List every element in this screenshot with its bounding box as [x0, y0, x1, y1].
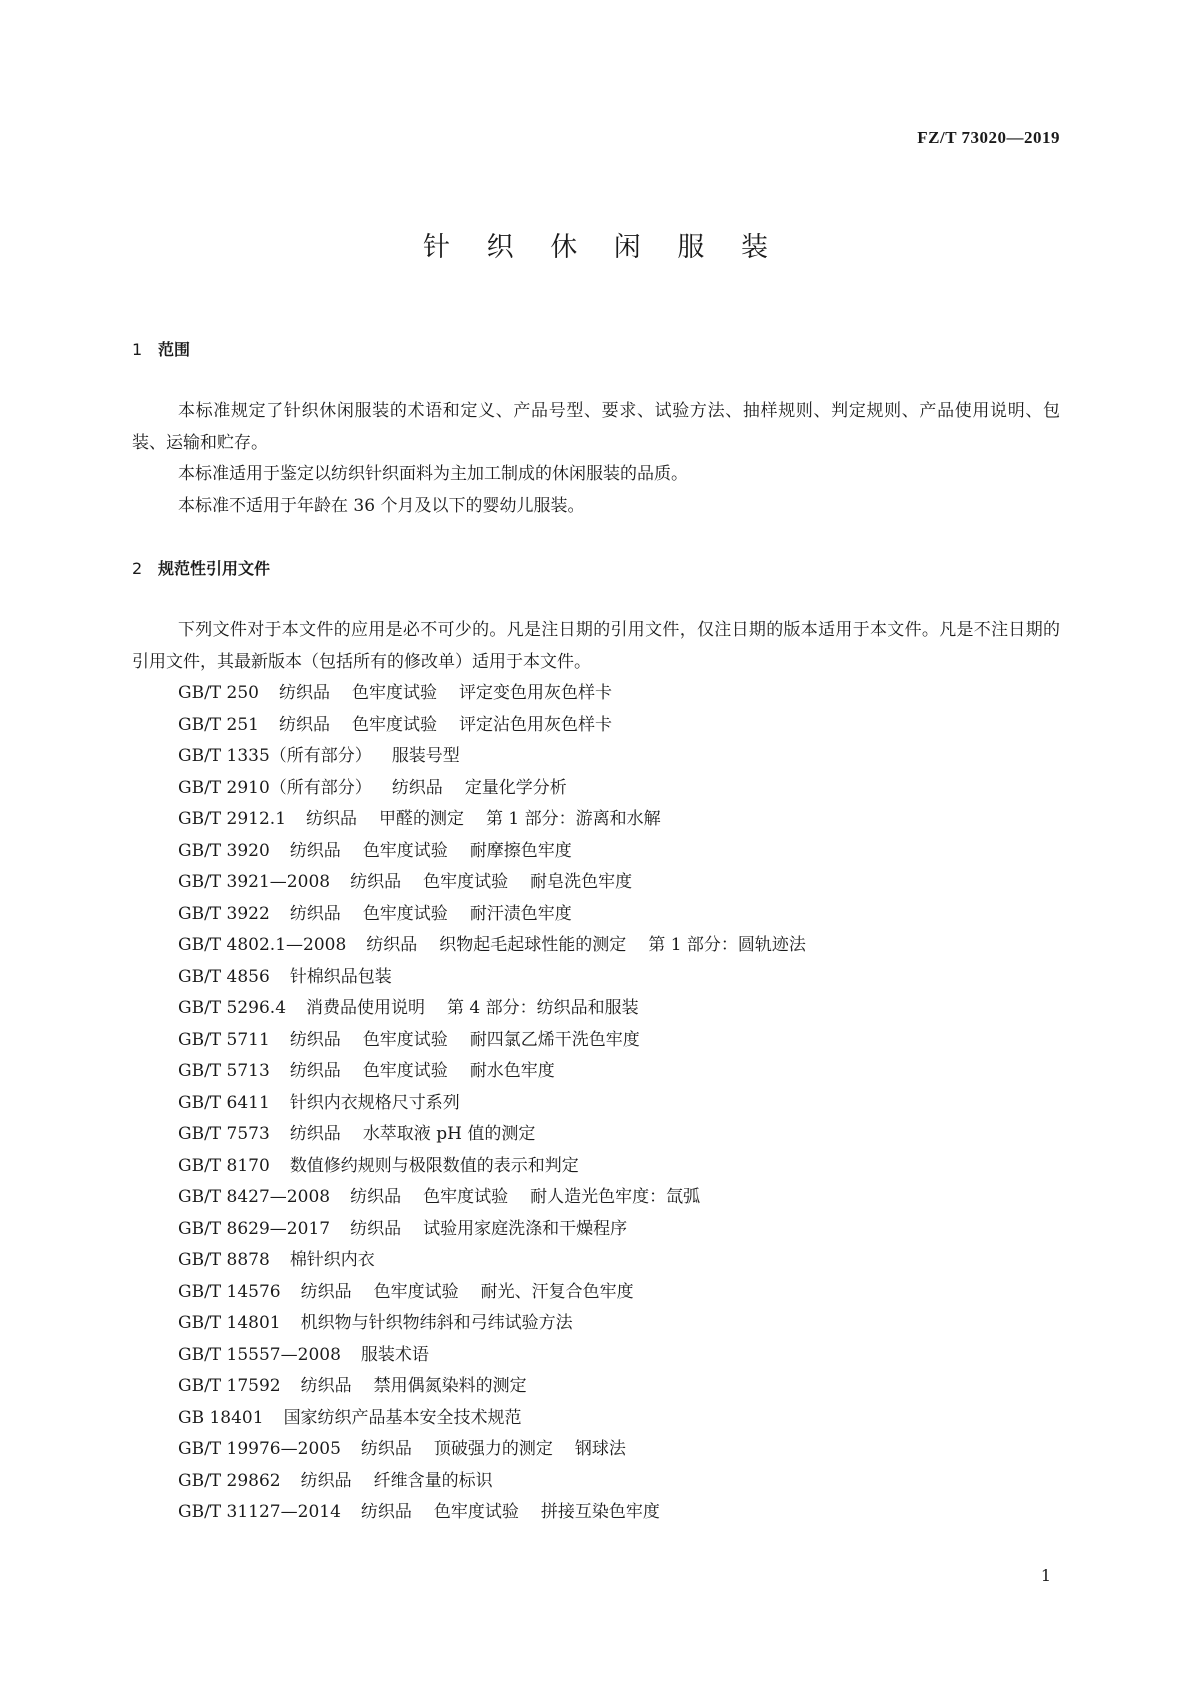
reference-item: [132, 678, 1060, 710]
section-heading-normative-references: [132, 553, 1060, 584]
reference-title-part: 色牢度试验: [352, 683, 437, 703]
reference-title-part: 试验用家庭洗涤和干燥程序: [423, 1218, 628, 1239]
reference-code: GB/T 3920: [178, 840, 270, 861]
reference-code: GB/T 14576: [178, 1281, 281, 1302]
reference-title-part: 针织内衣规格尺寸系列: [289, 1092, 460, 1113]
page-number: 1: [1040, 1566, 1051, 1585]
reference-item: [132, 1497, 1060, 1529]
reference-code: GB/T 29862: [178, 1470, 281, 1491]
reference-code: GB/T 250: [178, 683, 259, 703]
reference-title-part: 纺织品: [350, 872, 402, 892]
reference-title-part: 第 1 部分：圆轨迹法: [648, 935, 806, 955]
reference-title-part: 顶破强力的测定: [433, 1439, 553, 1459]
reference-code: GB/T 6411: [178, 1092, 270, 1113]
reference-item: [132, 899, 1060, 931]
reference-title-part: 纺织品: [350, 1187, 402, 1207]
reference-code: GB/T 5296.4: [178, 998, 287, 1018]
reference-title-part: 纺织品: [279, 714, 330, 735]
reference-title-part: 纺织品: [350, 1218, 402, 1239]
reference-title-part: 纤维含量的标识: [373, 1470, 493, 1491]
reference-title-part: 纺织品: [306, 809, 358, 829]
reference-item: [132, 1434, 1060, 1466]
document-body: [132, 334, 1060, 1529]
reference-title-part: 耐皂洗色牢度: [530, 872, 633, 892]
reference-code: GB/T 19976—2005: [178, 1439, 341, 1459]
reference-code: GB/T 8427—2008: [178, 1187, 331, 1207]
reference-title-part: 消费品使用说明: [306, 998, 426, 1018]
reference-title-part: 机织物与针织物纬斜和弓纬试验方法: [300, 1313, 573, 1333]
reference-title-part: 耐汗渍色牢度: [469, 903, 572, 924]
reference-title-part: 纺织品: [279, 683, 330, 703]
reference-item: [132, 1056, 1060, 1088]
reference-title-part: 第 1 部分：游离和水解: [486, 809, 661, 829]
reference-item: [132, 710, 1060, 742]
reference-title-part: 纺织品: [289, 1029, 341, 1050]
section-heading-scope: [132, 334, 1060, 365]
reference-code: GB/T 4802.1—2008: [178, 935, 347, 955]
reference-title-part: 棉针织内衣: [289, 1250, 375, 1270]
reference-title-part: 耐水色牢度: [469, 1061, 555, 1081]
reference-title-part: 纺织品: [300, 1376, 352, 1396]
reference-item: [132, 1025, 1060, 1057]
reference-list: [132, 678, 1060, 1529]
reference-title-part: 拼接互染色牢度: [540, 1502, 660, 1522]
reference-title-part: 耐光、汗复合色牢度: [480, 1281, 634, 1302]
paragraph: 本标准规定了针织休闲服装的术语和定义、产品号型、要求、试验方法、抽样规则、判定规则、产品使用说明、包装、运输和贮存。: [132, 401, 1060, 453]
reference-item: [132, 1119, 1060, 1151]
reference-item: [132, 804, 1060, 836]
reference-item: [132, 1088, 1060, 1120]
reference-item: [132, 930, 1060, 962]
reference-title-part: 色牢度试验: [423, 872, 509, 892]
reference-code: GB/T 3921—2008: [178, 872, 331, 892]
reference-title-part: 色牢度试验: [373, 1281, 459, 1302]
paragraph: 下列文件对于本文件的应用是必不可少的。凡是注日期的引用文件，仅注日期的版本适用于本文件。凡是不注日期的引用文件，其最新版本（包括所有的修改单）适用于本文件。: [132, 620, 1060, 672]
reference-item: [132, 836, 1060, 868]
reference-title-part: 服装号型: [391, 746, 460, 766]
reference-title-part: 纺织品: [391, 777, 443, 798]
reference-title-part: 定量化学分析: [464, 777, 567, 798]
reference-title-part: 评定变色用灰色样卡: [459, 683, 612, 703]
reference-code: GB/T 15557—2008: [178, 1344, 341, 1365]
section-title: 规范性引用文件: [158, 559, 271, 578]
reference-item: [132, 1214, 1060, 1246]
reference-item: [132, 1340, 1060, 1372]
reference-title-part: 织物起毛起球性能的测定: [439, 935, 627, 955]
reference-item: [132, 1308, 1060, 1340]
reference-title-part: 纺织品: [366, 935, 418, 955]
reference-title-part: 纺织品: [300, 1281, 352, 1302]
reference-code: GB/T 7573: [178, 1124, 270, 1144]
reference-code: GB/T 8629—2017: [178, 1218, 331, 1239]
section-title: 范围: [158, 340, 191, 359]
reference-title-part: 色牢度试验: [362, 840, 448, 861]
reference-title-part: 色牢度试验: [433, 1502, 519, 1522]
reference-title-part: 纺织品: [300, 1470, 352, 1491]
paragraph: 本标准不适用于年龄在 36 个月及以下的婴幼儿服装。: [178, 495, 585, 516]
reference-title-part: 纺织品: [289, 903, 341, 924]
reference-code: GB/T 5713: [178, 1061, 270, 1081]
reference-title-part: 色牢度试验: [362, 1061, 448, 1081]
reference-title-part: 钢球法: [574, 1439, 626, 1459]
reference-item: [132, 1466, 1060, 1498]
section-number: 2: [132, 559, 143, 578]
reference-code: GB/T 14801: [178, 1313, 281, 1333]
reference-code: GB/T 17592: [178, 1376, 281, 1396]
reference-title-part: 针棉织品包装: [289, 966, 392, 987]
reference-item: [132, 1182, 1060, 1214]
reference-code: GB/T 251: [178, 714, 259, 735]
reference-code: GB/T 4856: [178, 966, 270, 987]
paragraph: 本标准适用于鉴定以纺织针织面料为主加工制成的休闲服装的品质。: [178, 464, 688, 484]
reference-title-part: 纺织品: [289, 1061, 341, 1081]
reference-title-part: 纺织品: [360, 1502, 412, 1522]
section-number: 1: [132, 340, 143, 359]
reference-item: [132, 1403, 1060, 1435]
reference-title-part: 耐人造光色牢度：氙弧: [530, 1187, 701, 1207]
standard-number: FZ/T 73020—2019: [917, 128, 1060, 147]
reference-title-part: 水萃取液 pH 值的测定: [362, 1124, 536, 1144]
reference-title-part: 色牢度试验: [352, 714, 437, 735]
reference-title-part: 色牢度试验: [362, 1029, 448, 1050]
reference-title-part: 国家纺织产品基本安全技术规范: [283, 1407, 522, 1428]
reference-code: GB/T 2912.1: [178, 809, 287, 829]
reference-title-part: 服装术语: [360, 1344, 429, 1365]
reference-title-part: 纺织品: [289, 1124, 341, 1144]
reference-title-part: 色牢度试验: [423, 1187, 509, 1207]
reference-title-part: 评定沾色用灰色样卡: [459, 714, 612, 735]
reference-item: [132, 962, 1060, 994]
document-title: 针 织 休 闲 服 装: [423, 232, 782, 263]
reference-title-part: 数值修约规则与极限数值的表示和判定: [289, 1155, 579, 1176]
reference-code: GB/T 31127—2014: [178, 1502, 341, 1522]
reference-item: [132, 1277, 1060, 1309]
reference-code: GB/T 3922: [178, 903, 270, 924]
reference-title-part: 耐摩擦色牢度: [469, 840, 572, 861]
reference-code: GB/T 8170: [178, 1155, 270, 1176]
reference-item: [132, 867, 1060, 899]
reference-title-part: 纺织品: [360, 1439, 412, 1459]
reference-item: [132, 1151, 1060, 1183]
reference-code: GB/T 1335（所有部分）: [178, 746, 372, 766]
reference-item: [132, 1245, 1060, 1277]
reference-code: GB/T 8878: [178, 1250, 270, 1270]
reference-title-part: 纺织品: [289, 840, 341, 861]
reference-item: [132, 741, 1060, 773]
reference-title-part: 甲醛的测定: [379, 809, 465, 829]
reference-title-part: 禁用偶氮染料的测定: [373, 1376, 527, 1396]
reference-title-part: 色牢度试验: [362, 903, 448, 924]
reference-title-part: 耐四氯乙烯干洗色牢度: [469, 1029, 640, 1050]
reference-code: GB 18401: [178, 1407, 264, 1428]
reference-title-part: 第 4 部分：纺织品和服装: [447, 998, 639, 1018]
reference-item: [132, 1371, 1060, 1403]
reference-code: GB/T 2910（所有部分）: [178, 777, 372, 798]
reference-item: [132, 773, 1060, 805]
reference-code: GB/T 5711: [178, 1029, 270, 1050]
reference-item: [132, 993, 1060, 1025]
